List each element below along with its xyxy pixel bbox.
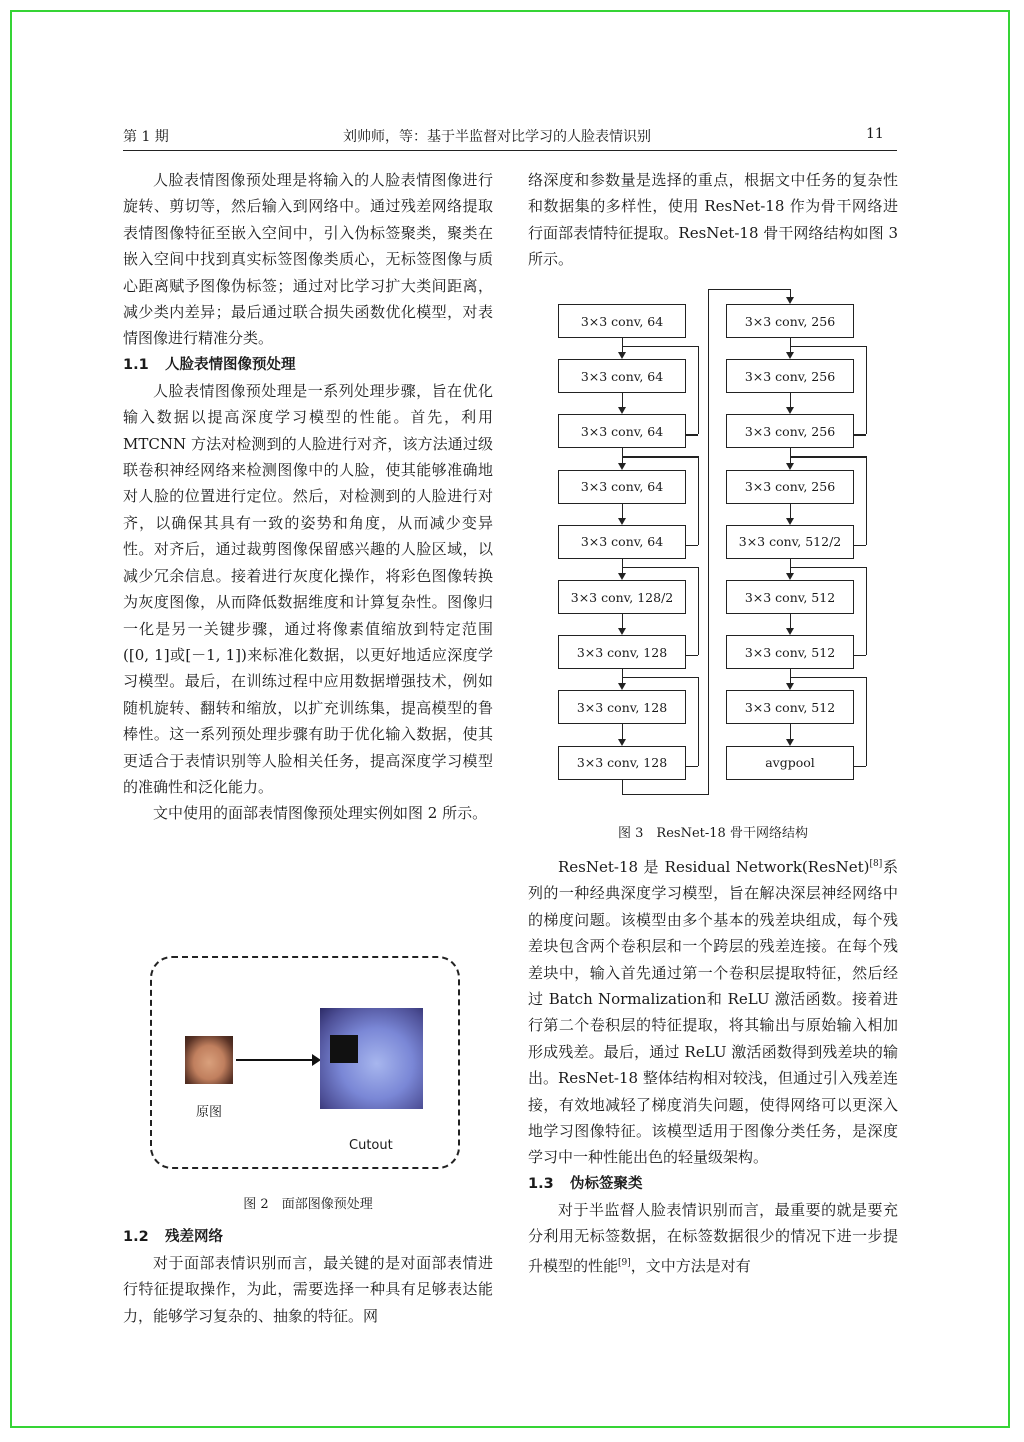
flow-line bbox=[622, 614, 623, 629]
conv-block: 3×3 conv, 256 bbox=[726, 304, 854, 338]
skip-line bbox=[790, 677, 866, 678]
section-number: 1.2 bbox=[123, 1229, 149, 1245]
skip-line bbox=[622, 456, 698, 457]
flow-line bbox=[790, 724, 791, 739]
conv-block: 3×3 conv, 512 bbox=[726, 580, 854, 614]
flow-line bbox=[708, 289, 709, 795]
arrow-head-icon bbox=[618, 683, 626, 690]
flow-line bbox=[790, 614, 791, 629]
text-run: 系列的一种经典深度学习模型，旨在解决深层神经网络中的梯度问题。该模型由多个基本的残差块组成，每个残差块包含两个卷积层和一个跨层的残差连接。在每个残差块中，输入首先通过第一个卷积层提取特征，然后经过 Batch Normalization和 ReLU 激活函数。接着进行第二个卷积层的特征提取，将其输出与原始输入相加形成残差。最后，通过 ReLU 激活函数得到残差块的输出。ResNet-18 整体结构相对较浅，但通过引入残差连接，有效地减轻了梯度消失问题，使得网络可以更深入地学习图像特征。该模型适用于图像分类任务，是深度学习中一种性能出色的轻量级架构。 bbox=[528, 858, 898, 1167]
arrow-head-icon bbox=[786, 573, 794, 580]
conv-block: 3×3 conv, 512/2 bbox=[726, 525, 854, 559]
issue-number: 第 1 期 bbox=[123, 129, 169, 145]
flow-line bbox=[708, 289, 790, 290]
conv-block: 3×3 conv, 128 bbox=[558, 746, 686, 780]
arrow-head-icon bbox=[618, 518, 626, 525]
cutout-label: Cutout bbox=[349, 1138, 393, 1153]
skip-line bbox=[622, 677, 698, 678]
flow-line bbox=[790, 393, 791, 408]
conv-block: avgpool bbox=[726, 746, 854, 780]
section-number: 1.1 bbox=[123, 356, 149, 373]
conv-block: 3×3 conv, 64 bbox=[558, 359, 686, 393]
arrow-head-icon bbox=[786, 352, 794, 359]
paragraph: 对于面部表情识别而言，最关键的是对面部表情进行特征提取操作，为此，需要选择一种具有足够表达能力，能够学习复杂的、抽象的特征。网 bbox=[123, 1254, 493, 1325]
skip-line bbox=[866, 456, 867, 544]
arrow-head-icon bbox=[786, 463, 794, 470]
paragraph: 人脸表情图像预处理是一系列处理步骤，旨在优化输入数据以提高深度学习模型的性能。首先，利用 MTCNN 方法对检测到的人脸进行对齐，该方法通过级联卷积神经网络来检测图像中的人脸，使其能够准确地对人脸的位置进行定位。然后，对检测到的人脸进行对齐，以确保其具有一致的姿势和角度，从而减少变异性。对齐后，通过裁剪图像保留感兴趣的人脸区域，以减少冗余信息。接着进行灰度化操作，将彩色图像转换为灰度图像，从而降低数据维度和计算复杂性。图像归一化是另一关键步骤，通过将像素值缩放到特定范围([0, 1]或[－1, 1])来标准化数据，以更好地适应深度学习模型。最后，在训练过程中应用数据增强技术，例如随机旋转、翻转和缩放，以扩充训练集，提高模型的鲁棒性。这一系列预处理步骤有助于优化输入数据，使其更适合于表情识别等人脸相关任务，提高深度学习模型的准确性和泛化能力。 bbox=[123, 381, 493, 796]
section-title: 人脸表情图像预处理 bbox=[165, 356, 296, 373]
paragraph: 文中使用的面部表情图像预处理实例如图 2 所示。 bbox=[153, 804, 488, 823]
flow-line bbox=[790, 289, 791, 297]
skip-line bbox=[698, 456, 699, 544]
section-heading-1-2 bbox=[123, 1224, 493, 1250]
left-column-bottom bbox=[123, 1224, 493, 1329]
section-heading-1-1 bbox=[123, 352, 493, 378]
paragraph: 络深度和参数量是选择的重点，根据文中任务的复杂性和数据集的多样性，使用 ResNet-18 作为骨干网络进行面部表情特征提取。ResNet-18 骨干网络结构如图 3 所示。 bbox=[528, 171, 898, 269]
resnet18-diagram bbox=[533, 287, 895, 811]
right-column bbox=[528, 167, 898, 273]
arrow-head-icon bbox=[618, 407, 626, 414]
skip-line bbox=[622, 346, 698, 347]
section-heading-1-3 bbox=[528, 1171, 898, 1197]
arrow-head-icon bbox=[618, 352, 626, 359]
conv-block: 3×3 conv, 128 bbox=[558, 690, 686, 724]
skip-line bbox=[866, 346, 867, 434]
citation: [9] bbox=[618, 1257, 631, 1268]
paragraph: 人脸表情图像预处理是将输入的人脸表情图像进行旋转、剪切等，然后输入到网络中。通过残差网络提取表情图像特征至嵌入空间中，引入伪标签聚类，聚类在嵌入空间中找到真实标签图像类质心，无标签图像与质心距离赋予图像伪标签；通过对比学习扩大类间距离，减少类内差异；最后通过联合损失函数优化模型，对表情图像进行精准分类。 bbox=[123, 171, 493, 348]
section-title: 伪标签聚类 bbox=[570, 1175, 643, 1192]
arrow-head-icon bbox=[786, 683, 794, 690]
flow-line bbox=[790, 504, 791, 519]
skip-line bbox=[622, 567, 698, 568]
conv-block: 3×3 conv, 64 bbox=[558, 414, 686, 448]
flow-line bbox=[622, 504, 623, 519]
conv-block: 3×3 conv, 512 bbox=[726, 690, 854, 724]
conv-block: 3×3 conv, 256 bbox=[726, 470, 854, 504]
paragraph bbox=[528, 1197, 898, 1279]
conv-block: 3×3 conv, 64 bbox=[558, 525, 686, 559]
conv-block: 3×3 conv, 512 bbox=[726, 635, 854, 669]
section-title: 残差网络 bbox=[165, 1229, 223, 1245]
text-run: 对于半监督人脸表情识别而言，最重要的就是要充分利用无标签数据，在标签数据很少的情况下进一步提升模型的性能 bbox=[528, 1200, 898, 1275]
conv-block: 3×3 conv, 128 bbox=[558, 635, 686, 669]
flow-line bbox=[622, 794, 708, 795]
arrow-head-icon bbox=[786, 518, 794, 525]
text-run: ，文中方法是对有 bbox=[630, 1256, 751, 1275]
figure-2-caption: 图 2 面部图像预处理 bbox=[243, 1197, 373, 1212]
flow-line bbox=[622, 393, 623, 408]
running-title: 刘帅师，等：基于半监督对比学习的人脸表情识别 bbox=[343, 129, 651, 145]
arrow-head-icon bbox=[786, 739, 794, 746]
conv-block: 3×3 conv, 64 bbox=[558, 470, 686, 504]
arrow-head-icon bbox=[618, 628, 626, 635]
arrow-head-icon bbox=[618, 573, 626, 580]
arrow-head-icon bbox=[786, 407, 794, 414]
header-rule bbox=[123, 150, 897, 151]
skip-line bbox=[790, 456, 866, 457]
arrow-head-icon bbox=[786, 628, 794, 635]
skip-line bbox=[866, 567, 867, 655]
arrow-head-icon bbox=[618, 739, 626, 746]
figure-3-caption: 图 3 ResNet-18 骨干网络结构 bbox=[618, 826, 808, 841]
skip-line bbox=[698, 346, 699, 434]
citation: [8] bbox=[869, 859, 883, 869]
text-run: ResNet-18 是 Residual Network(ResNet) bbox=[558, 858, 870, 876]
conv-block: 3×3 conv, 64 bbox=[558, 304, 686, 338]
page-number: 11 bbox=[866, 126, 884, 142]
skip-line bbox=[866, 677, 867, 765]
skip-line bbox=[698, 677, 699, 765]
conv-block: 3×3 conv, 256 bbox=[726, 359, 854, 393]
left-column bbox=[123, 167, 493, 827]
original-face-image bbox=[185, 1036, 233, 1084]
conv-block: 3×3 conv, 128/2 bbox=[558, 580, 686, 614]
cutout-mask bbox=[330, 1035, 358, 1063]
original-label: 原图 bbox=[196, 1105, 223, 1120]
arrow-head-icon bbox=[618, 463, 626, 470]
skip-line bbox=[790, 567, 866, 568]
flow-line bbox=[622, 780, 623, 794]
right-column-bottom bbox=[528, 851, 898, 1279]
paragraph bbox=[528, 851, 898, 1171]
section-number: 1.3 bbox=[528, 1175, 554, 1192]
skip-line bbox=[698, 567, 699, 655]
flow-line bbox=[622, 724, 623, 739]
arrow bbox=[236, 1059, 314, 1061]
arrow-head-icon bbox=[786, 297, 794, 304]
conv-block: 3×3 conv, 256 bbox=[726, 414, 854, 448]
skip-line bbox=[790, 346, 866, 347]
